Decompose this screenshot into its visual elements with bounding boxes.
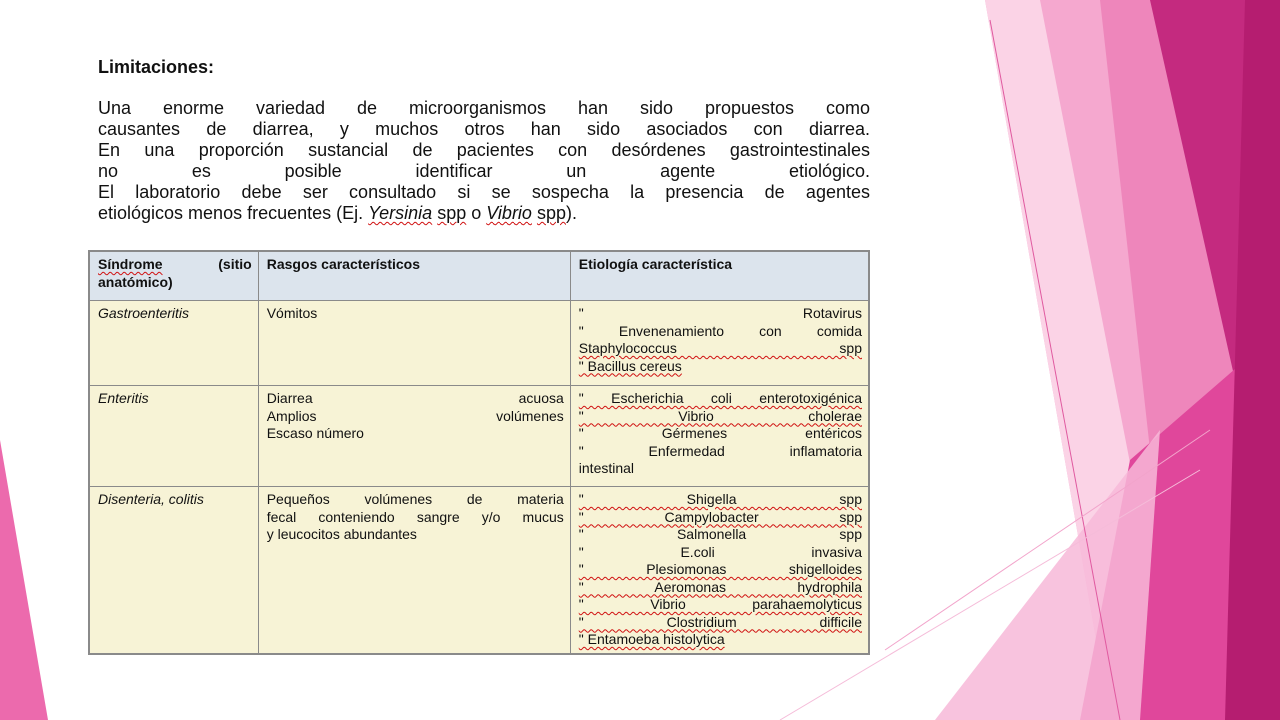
- etiology-line: " Entamoeba histolytica: [578, 631, 725, 647]
- table-row: [89, 301, 869, 386]
- line6-end: ).: [566, 203, 577, 223]
- features-cell: [258, 301, 570, 386]
- etiology-line: " Enfermedad inflamatoria: [578, 442, 862, 459]
- features-cell: [258, 386, 570, 487]
- etiology-line: " Bacillus cereus: [578, 357, 682, 374]
- text-block: [98, 56, 870, 224]
- paragraph-line-3: En una proporción sustancial de pacientes con desórdenes gastrointestinales: [98, 140, 870, 160]
- etiology-line: " Shigella spp: [578, 491, 862, 507]
- syndrome-text: Enteritis: [98, 390, 149, 406]
- etiology-line: " Escherichia coli enterotoxigénica: [578, 390, 862, 406]
- header-sitio-word: (sitio: [218, 256, 252, 272]
- etiology-line: " Clostridium difficile: [578, 613, 862, 630]
- etiology-line: " Rotavirus: [578, 305, 862, 321]
- etiology-line: " Aeromonas hydrophila: [578, 578, 862, 595]
- syndrome-text: Gastroenteritis: [98, 305, 190, 321]
- feature-line: y leucocitos abundantes: [266, 526, 417, 542]
- spp-text-1: spp: [437, 203, 467, 223]
- etiology-line: " Salmonella spp: [578, 526, 862, 542]
- line6-text: etiológicos menos frecuentes (Ej.: [98, 203, 369, 223]
- vibrio-text: Vibrio: [486, 203, 532, 223]
- header-features: Rasgos característicos: [258, 251, 570, 301]
- paragraph-line-6: [98, 203, 870, 224]
- etiology-line: intestinal: [578, 460, 635, 476]
- etiology-line: " Campylobacter spp: [578, 508, 862, 525]
- etiology-line: " Gérmenes entéricos: [578, 425, 862, 441]
- etiology-cell: [570, 301, 869, 386]
- feature-line: Pequeños volúmenes de materia: [266, 491, 564, 507]
- etiology-line: " Vibrio cholerae: [578, 407, 862, 424]
- feature-line: fecal conteniendo sangre y/o mucus: [266, 508, 564, 525]
- feature-line: Amplios volúmenes: [266, 407, 564, 424]
- etiology-line: " Envenenamiento con comida: [578, 322, 862, 339]
- etiology-line: " Plesiomonas shigelloides: [578, 561, 862, 577]
- header-etiology: Etiología característica: [570, 251, 869, 301]
- feature-line: Diarrea acuosa: [266, 390, 564, 406]
- table-row: [89, 386, 869, 487]
- paragraph-line-1: Una enorme variedad de microorganismos han sido propuestos como: [98, 98, 870, 118]
- o-text: o: [466, 203, 487, 223]
- header-syndrome: [89, 251, 258, 301]
- etiology-cell: [570, 487, 869, 655]
- heading-limitaciones: Limitaciones:: [98, 57, 215, 77]
- header-syndrome-line1: [98, 256, 252, 274]
- feature-line: Escaso número: [266, 425, 364, 441]
- syndrome-text: Disenteria, colitis: [98, 491, 204, 507]
- table-row: [89, 487, 869, 655]
- paragraph-line-4: no es posible identificar un agente etiológico.: [98, 161, 870, 181]
- limitations-paragraph: [98, 98, 870, 224]
- etiology-line: " E.coli invasiva: [578, 543, 862, 560]
- syndrome-cell: [89, 487, 258, 655]
- header-syndrome-word: Síndrome: [98, 256, 163, 272]
- header-anatomico: anatómico): [98, 273, 173, 290]
- etiology-line: " Vibrio parahaemolyticus: [578, 596, 862, 612]
- left-pink-triangle: [0, 440, 48, 720]
- etiology-line: Staphylococcus spp: [578, 340, 862, 356]
- syndrome-cell: [89, 301, 258, 386]
- spp-text-2: spp: [536, 203, 566, 223]
- feature-line: Vómitos: [266, 305, 318, 321]
- lower-pink-wedge: [935, 430, 1160, 720]
- table-header-row: [89, 251, 869, 301]
- yersinia-text: Yersinia: [368, 203, 433, 223]
- paragraph-line-5: El laboratorio debe ser consultado si se sospecha la presencia de agentes: [98, 182, 870, 202]
- paragraph-line-2: causantes de diarrea, y muchos otros han sido asociados con diarrea.: [98, 119, 870, 139]
- syndrome-cell: [89, 386, 258, 487]
- features-cell: [258, 487, 570, 655]
- etiology-cell: [570, 386, 869, 487]
- syndrome-table: [88, 250, 870, 655]
